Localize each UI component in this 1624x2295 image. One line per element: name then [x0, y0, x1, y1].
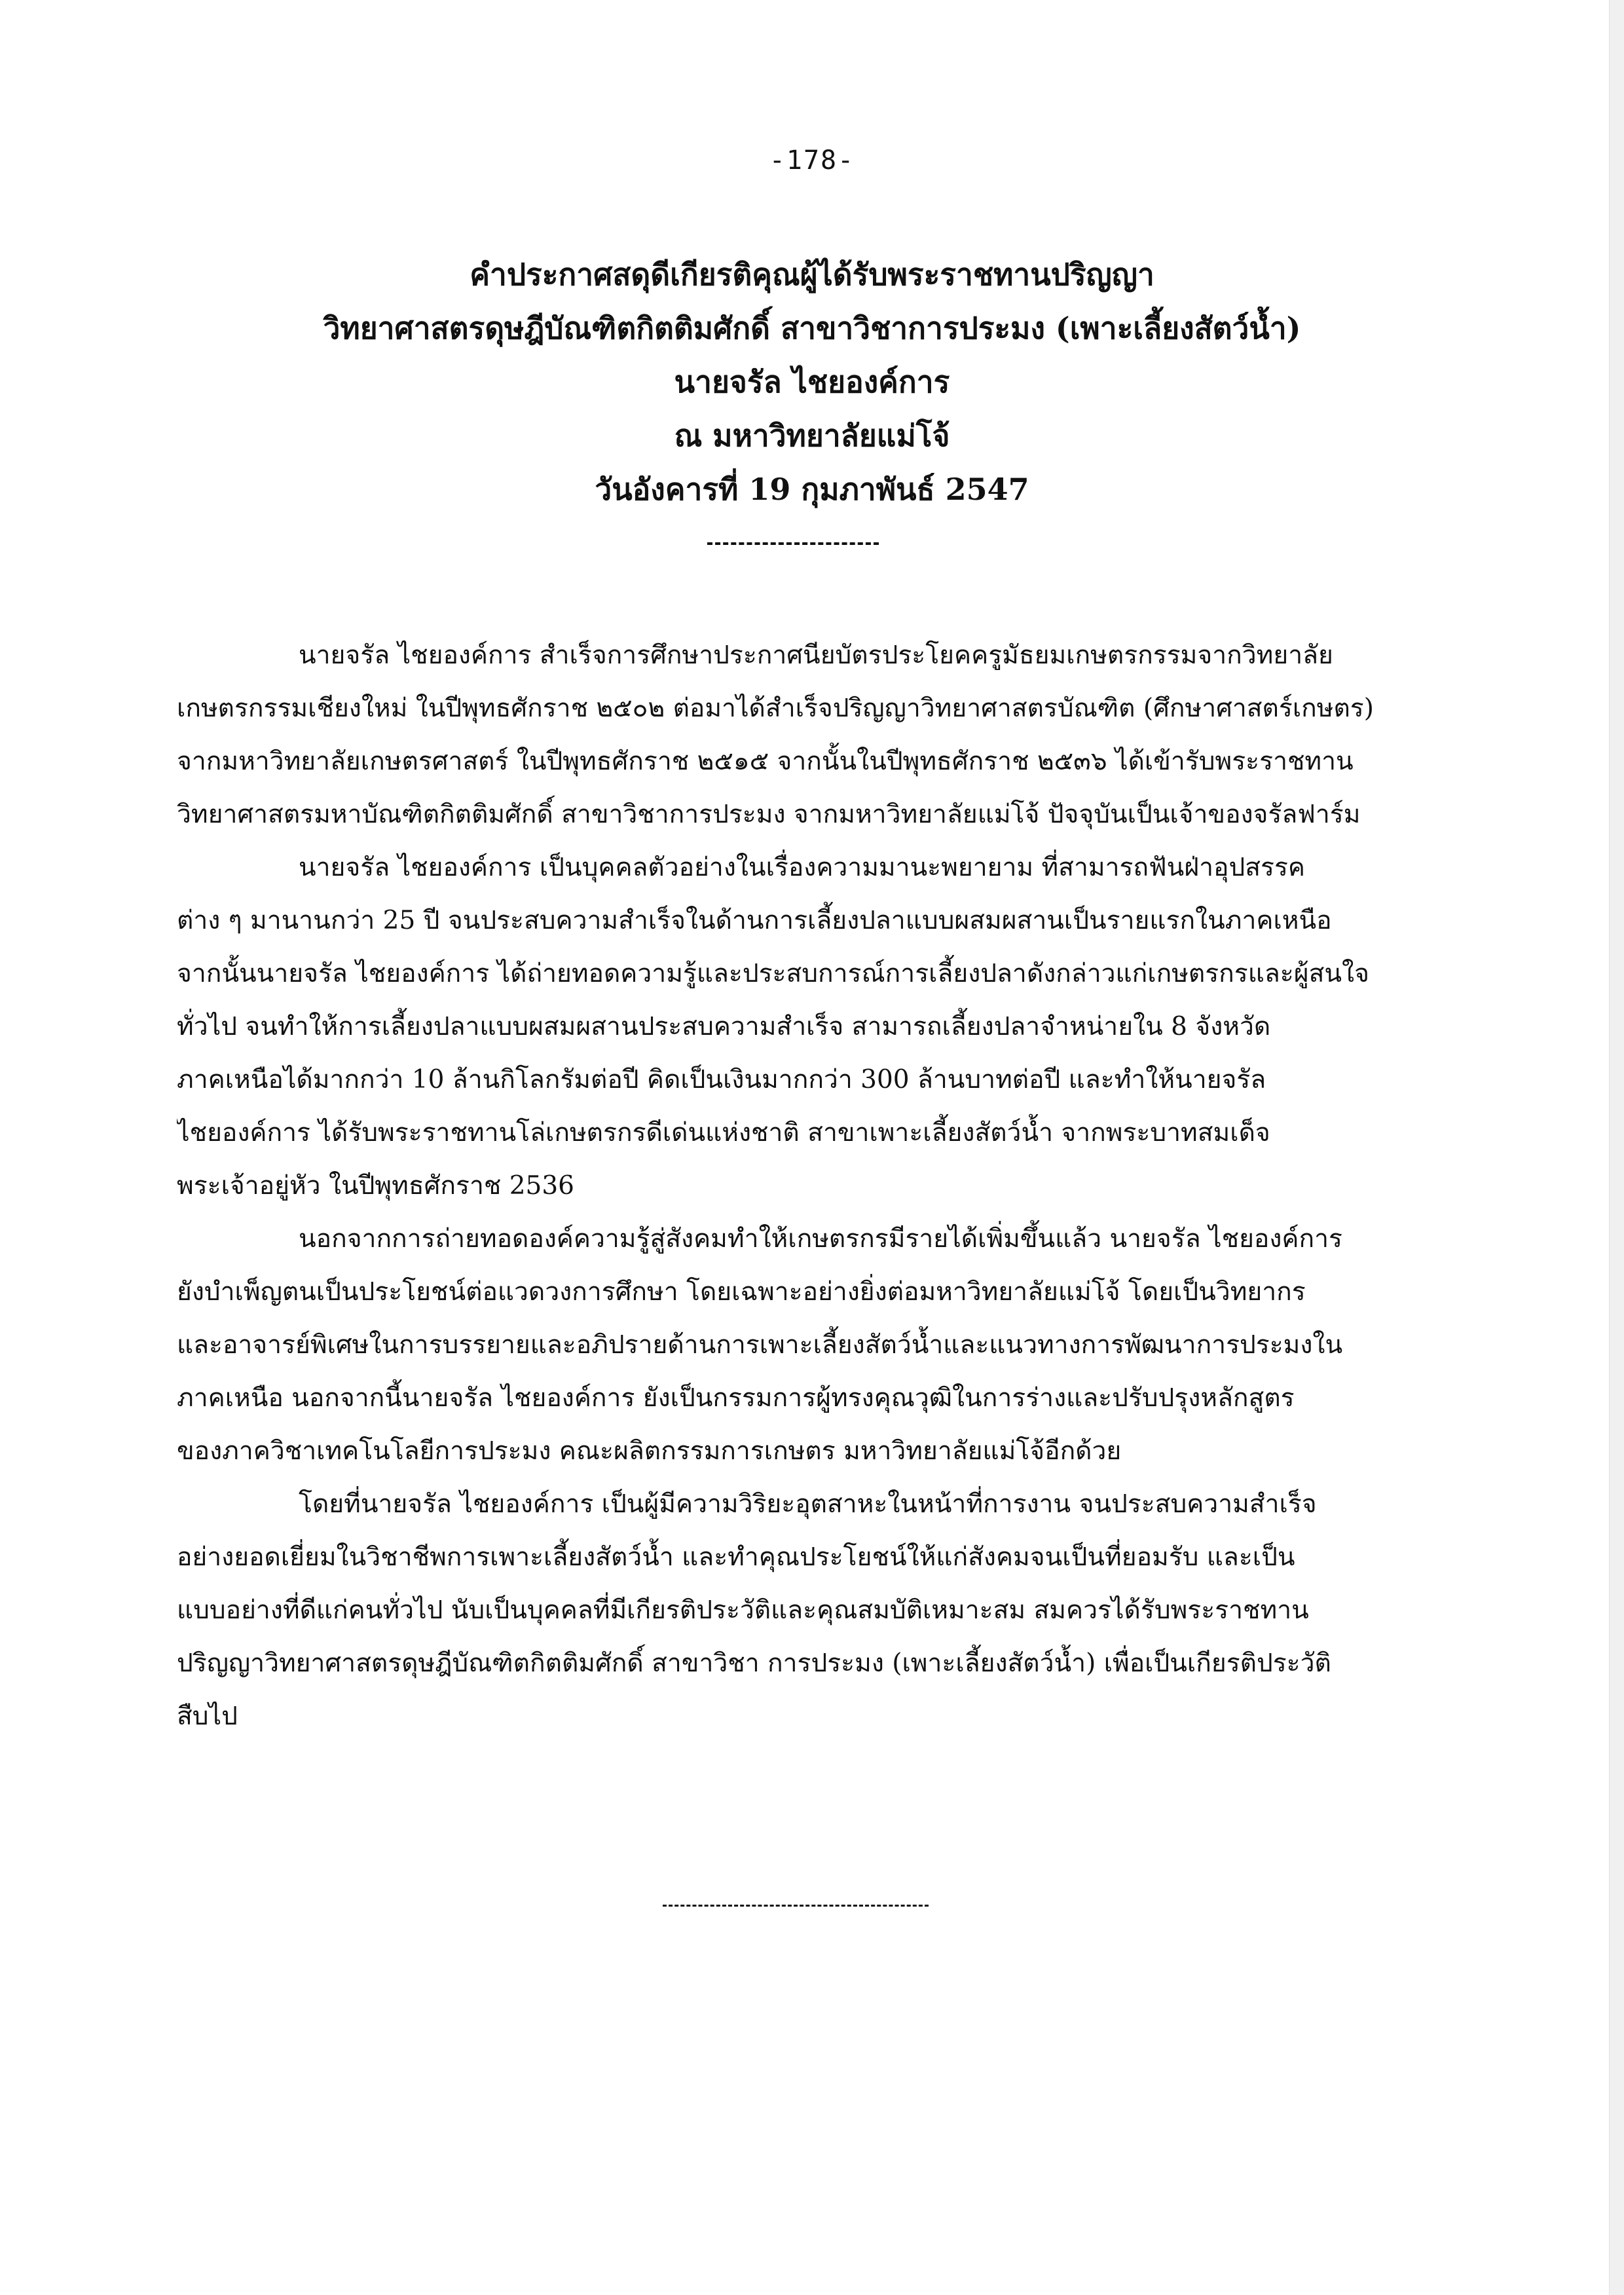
text-line: ไชยองค์การ ได้รับพระราชทานโล่เกษตรกรดีเด่นแห่งชาติ สาขาเพาะเลี้ยงสัตว์น้ำ จากพระบาทสมเด็จ [177, 1118, 1270, 1148]
text-line: อย่างยอดเยี่ยมในวิชาชีพการเพาะเลี้ยงสัตว์น้ำ และทำคุณประโยชน์ให้แก่สังคมจนเป็นที่ยอมรับ และเป็น [177, 1542, 1295, 1572]
document-header [0, 248, 1624, 516]
text-line: นายจรัล ไชยองค์การ สำเร็จการศึกษาประกาศนียบัตรประโยคครูมัธยมเกษตรกรรมจากวิทยาลัย [299, 641, 1333, 670]
header-recipient: นายจรัล ไชยองค์การ [674, 364, 950, 400]
text-line: ภาคเหนือได้มากกว่า 10 ล้านกิโลกรัมต่อปี คิดเป็นเงินมากกว่า 300 ล้านบาทต่อปี และทำให้นายจรัล [177, 1065, 1266, 1094]
paragraph-education [177, 629, 1449, 841]
text-line: ปริญญาวิทยาศาสตรดุษฎีบัณฑิตกิตติมศักดิ์ สาขาวิชา การประมง (เพาะเลี้ยงสัตว์น้ำ) เพื่อเป็นเกียรติประวัติ [177, 1649, 1331, 1678]
paragraph-education-service [177, 1212, 1449, 1478]
text-line: ยังบำเพ็ญตนเป็นประโยชน์ต่อแวดวงการศึกษา โดยเฉพาะอย่างยิ่งต่อมหาวิทยาลัยแม่โจ้ โดยเป็นวิทยากร [177, 1277, 1306, 1307]
text-line: พระเจ้าอยู่หัว ในปีพุทธศักราช 2536 [177, 1171, 574, 1201]
header-degree: วิทยาศาสตรดุษฎีบัณฑิตกิตติมศักดิ์ สาขาวิชาการประมง (เพาะเลี้ยงสัตว์น้ำ) [323, 310, 1301, 346]
text-line: นายจรัล ไชยองค์การ เป็นบุคคลตัวอย่างในเรื่องความมานะพยายาม ที่สามารถฟันฝ่าอุปสรรค [299, 853, 1306, 882]
text-line: เกษตรกรรมเชียงใหม่ ในปีพุทธศักราช ๒๕๐๒ ต่อมาได้สำเร็จปริญญาวิทยาศาสตรบัณฑิต (ศึกษาศาสตร์เกษตร) [177, 694, 1374, 723]
text-line: จากนั้นนายจรัล ไชยองค์การ ได้ถ่ายทอดความรู้และประสบการณ์การเลี้ยงปลาดังกล่าวแก่เกษตรกรและผู้สนใจ [177, 959, 1369, 988]
header-date: วันอังคารที่ 19 กุมภาพันธ์ 2547 [595, 472, 1029, 507]
header-title: คำประกาศสดุดีเกียรติคุณผู้ได้รับพระราชทานปริญญา [470, 257, 1154, 292]
document-body [177, 629, 1449, 1743]
text-line: ของภาควิชาเทคโนโลยีการประมง คณะผลิตกรรมการเกษตร มหาวิทยาลัยแม่โจ้อีกด้วย [177, 1436, 1122, 1466]
paragraph-achievements [177, 841, 1449, 1212]
paragraph-conclusion [177, 1478, 1449, 1743]
text-line: สืบไป [177, 1702, 238, 1731]
text-line: นอกจากการถ่ายทอดองค์ความรู้สู่สังคมทำให้เกษตรกรมีรายได้เพิ่มขึ้นแล้ว นายจรัล ไชยองค์การ [299, 1224, 1342, 1254]
text-line: แบบอย่างที่ดีแก่คนทั่วไป นับเป็นบุคคลที่มีเกียรติประวัติและคุณสมบัติเหมาะสม สมควรได้รับพระราชทาน [177, 1595, 1309, 1625]
text-line: ภาคเหนือ นอกจากนี้นายจรัล ไชยองค์การ ยังเป็นกรรมการผู้ทรงคุณวุฒิในการร่างและปรับปรุงหลักสูตร [177, 1383, 1295, 1413]
header-divider [707, 542, 879, 545]
text-line: ต่าง ๆ มานานกว่า 25 ปี จนประสบความสำเร็จในด้านการเลี้ยงปลาแบบผสมผสานเป็นรายแรกในภาคเหนือ [177, 906, 1332, 935]
page-number: -178- [769, 145, 855, 176]
footer-divider [663, 1905, 929, 1907]
text-line: ทั่วไป จนทำให้การเลี้ยงปลาแบบผสมผสานประสบความสำเร็จ สามารถเลี้ยงปลาจำหน่ายใน 8 จังหวัด [177, 1012, 1271, 1041]
text-line: โดยที่นายจรัล ไชยองค์การ เป็นผู้มีความวิริยะอุตสาหะในหน้าที่การงาน จนประสบความสำเร็จ [299, 1489, 1317, 1519]
text-line: จากมหาวิทยาลัยเกษตรศาสตร์ ในปีพุทธศักราช ๒๕๑๕ จากนั้นในปีพุทธศักราช ๒๕๓๖ ได้เข้ารับพระราชทาน [177, 747, 1354, 776]
text-line: และอาจารย์พิเศษในการบรรยายและอภิปรายด้านการเพาะเลี้ยงสัตว์น้ำและแนวทางการพัฒนาการประมงใน [177, 1330, 1343, 1360]
header-venue: ณ มหาวิทยาลัยแม่โจ้ [674, 418, 950, 453]
text-line: วิทยาศาสตรมหาบัณฑิตกิตติมศักดิ์ สาขาวิชาการประมง จากมหาวิทยาลัยแม่โจ้ ปัจจุบันเป็นเจ้าของจรัลฟาร์ม [177, 800, 1361, 829]
